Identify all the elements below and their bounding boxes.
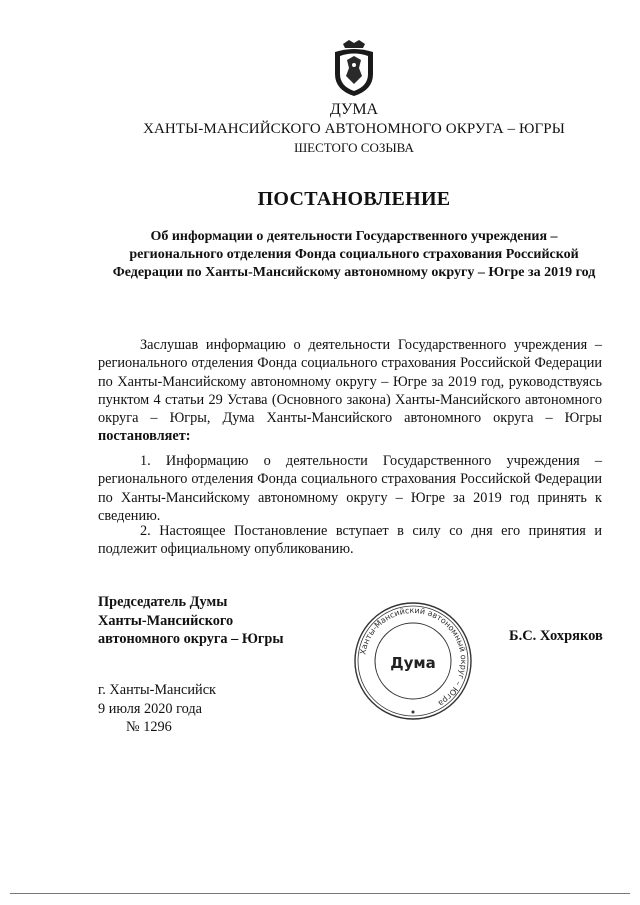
signer-title-line-2: Ханты-Мансийского (98, 612, 234, 629)
coat-of-arms-icon (329, 38, 379, 98)
decree-item-1: 1. Информацию о деятельности Государственного учреждения – регионального отделения Фонда социального страхования Российской Федерации по Ханты-Мансийскому автономному округу – Югре за 2019 год принять к сведению. (98, 453, 602, 524)
document-place-date (98, 681, 216, 737)
document-date: 9 июля 2020 года (98, 700, 203, 717)
preamble-text: Заслушав информацию о деятельности Государственного учреждения – регионального отделения Фонда социального страхования Российской Федерации по Ханты-Мансийскому автономному округу – Югре за 2019 год, руководствуясь пунктом 4 статьи 29 Устава (Основного закона) Ханты-Мансийского автономного округа – Югры, Дума Ханты-Мансийского автономного округа – Югры (98, 337, 602, 427)
signer-title-line-1: Председатель Думы (98, 594, 228, 610)
document-type: ПОСТАНОВЛЕНИЕ (257, 188, 451, 210)
seal-ring-text: Ханты-Мансийский автономный округ – Югра (358, 605, 469, 709)
decree-word: постановляет: (98, 428, 191, 445)
organization-title: ДУМА (329, 101, 379, 118)
document-place: г. Ханты-Мансийск (98, 682, 216, 698)
region-title: ХАНТЫ-МАНСИЙСКОГО АВТОНОМНОГО ОКРУГА – ЮГРЫ (143, 121, 565, 137)
official-seal (350, 598, 476, 724)
decree-item-2: 2. Настоящее Постановление вступает в силу со дня его принятия и подлежит официальному опубликованию. (98, 523, 602, 558)
bottom-divider (10, 893, 630, 894)
document-number: № 1296 (126, 719, 172, 735)
signer-name: Б.С. Хохряков (509, 628, 603, 644)
preamble-paragraph (98, 336, 602, 446)
seal-center-text: Дума (390, 654, 436, 672)
signer-title (98, 593, 284, 649)
signer-title-line-3: автономного округа – Югры (98, 631, 284, 647)
document-subject: Об информации о деятельности Государственного учреждения – регионального отделения Фонда социального страхования Российской Федерации по Ханты-Мансийскому автономному округу – Югре за 2019 год (112, 229, 596, 280)
convocation-title: ШЕСТОГО СОЗЫВА (294, 140, 414, 155)
